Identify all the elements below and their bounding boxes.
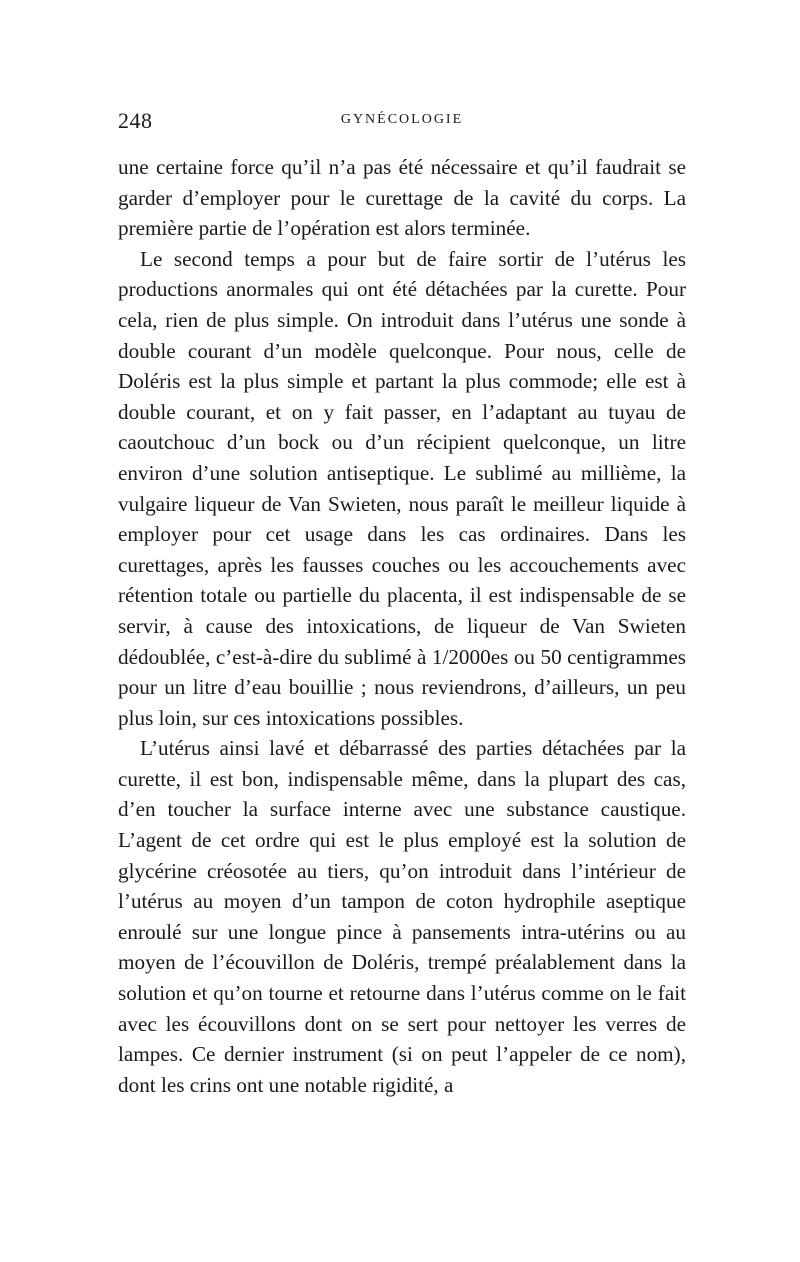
page-header xyxy=(118,108,686,152)
body-text xyxy=(118,152,686,1100)
paragraph-continuation: une certaine force qu’il n’a pas été nécessaire et qu’il faudrait se garder d’employer pour le curettage de la cavité du corps. La première partie de l’opération est alors terminée. xyxy=(118,155,686,241)
page-number: 248 xyxy=(118,108,153,133)
running-title: GYNÉCOLOGIE xyxy=(340,112,464,127)
book-page xyxy=(118,108,686,1100)
paragraph-cauterization: L’utérus ainsi lavé et débarrassé des parties détachées par la curette, il est bon, indispensable même, dans la plupart des cas, d’en toucher la surface interne avec une substance caustique. L’agent de cet ordre qui est le plus employé est la solution de glycérine créosotée au tiers, qu’on introduit dans l’intérieur de l’utérus au moyen d’un tampon de coton hydrophile aseptique enroulé sur une longue pince à pansements intra-utérins ou au moyen de l’écouvillon de Doléris, trempé préalablement dans la solution et qu’on tourne et retourne dans l’utérus comme on le fait avec les écouvillons dont on se sert pour nettoyer les verres de lampes. Ce dernier instrument (si on peut l’appeler de ce nom), dont les crins ont une notable rigidité, a xyxy=(118,736,686,1097)
paragraph-second-step: Le second temps a pour but de faire sortir de l’utérus les productions anormales qui ont été détachées par la curette. Pour cela, rien de plus simple. On introduit dans l’utérus une sonde à double courant d’un modèle quelconque. Pour nous, celle de Doléris est la plus simple et partant la plus commode; elle est à double courant, et on y fait passer, en l’adaptant au tuyau de caoutchouc d’un bock ou d’un récipient quelconque, un litre environ d’une solution antiseptique. Le sublimé au millième, la vulgaire liqueur de Van Swieten, nous paraît le meilleur liquide à employer pour cet usage dans les cas ordinaires. Dans les curettages, après les fausses couches ou les accouchements avec rétention totale ou partielle du placenta, il est indispensable de se servir, à cause des intoxications, de liqueur de Van Swieten dédoublée, c’est-à-dire du sublimé à 1/2000es ou 50 centigrammes pour un litre d’eau bouillie ; nous reviendrons, d’ailleurs, un peu plus loin, sur ces intoxications possibles. xyxy=(118,246,686,730)
